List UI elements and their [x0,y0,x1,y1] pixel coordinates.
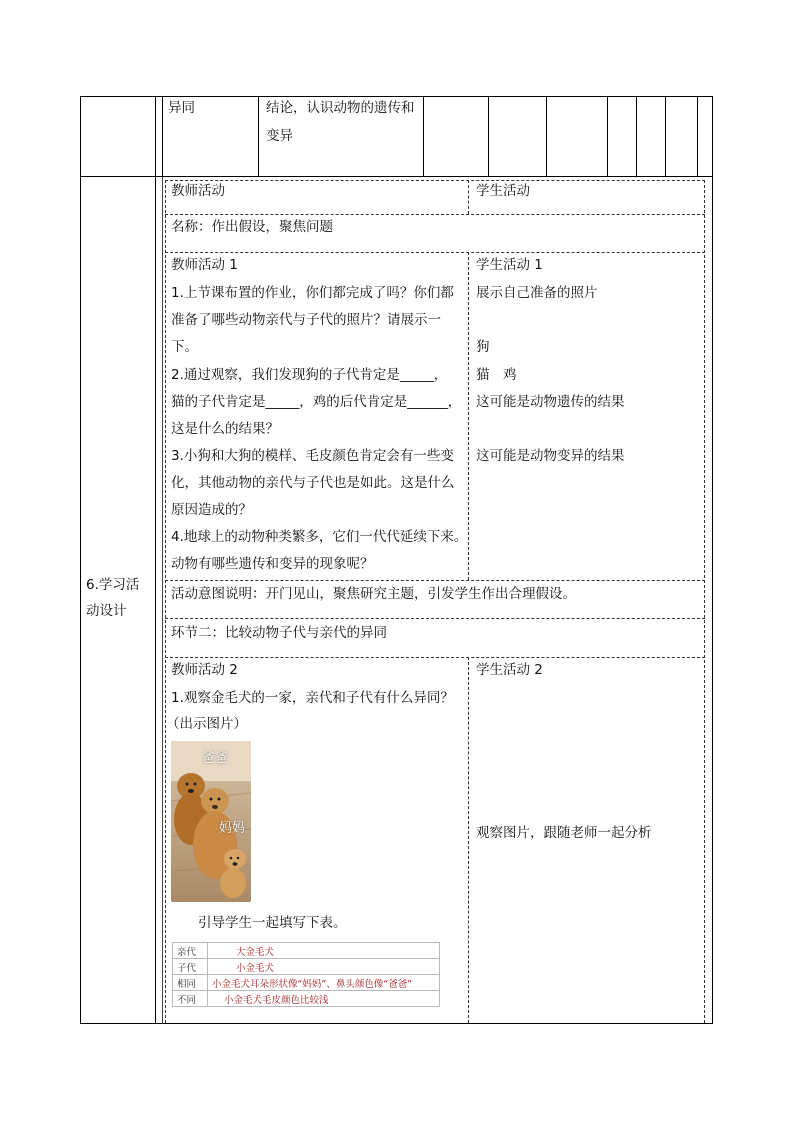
row-divider-1 [165,214,705,215]
row-divider-5 [165,657,705,658]
teacher-line: 原因造成的？ [171,502,252,518]
inner-mid-divider-2 [468,252,469,580]
name-row: 名称：作出假设，聚焦问题 [171,219,333,235]
top-row-col-6 [636,96,637,177]
teacher-line: 4.地球上的动物种类繁多，它们一代代延续下来。 [171,529,468,545]
activity1-teacher-title: 教师活动 1 [171,257,238,273]
teacher-line: 下。 [171,339,198,355]
inner-mid-divider-3 [468,657,469,1023]
bottom-border [80,1023,713,1024]
table-value: 小金毛犬 [208,959,440,975]
header-student: 学生活动 [476,183,530,199]
top-row-col-2 [423,96,424,177]
activity2-teacher-title: 教师活动 2 [171,662,238,678]
outer-right-border [712,96,713,1024]
row-divider-3 [165,580,705,581]
top-row-col-7 [665,96,666,177]
table-key: 亲代 [173,943,208,959]
table-row [173,991,440,1007]
activity1-student-line: 这可能是动物遗传的结果 [476,394,625,410]
table-row [173,943,440,959]
inner-mid-divider-1 [468,180,469,214]
teacher-line: 1.上节课布置的作业，你们都完成了吗？你们都 [171,285,454,301]
label-col-divider-c [162,177,163,1024]
label-col-divider-a [155,96,156,1024]
activity2-guide-text: 引导学生一起填写下表。 [198,915,347,931]
photo-label-dad: 爸爸 [202,751,229,766]
activity1-student-line: 展示自己准备的照片 [476,285,598,301]
table-value: 大金毛犬 [208,943,440,959]
inner-right-border [704,180,705,1023]
table-key: 相同 [173,975,208,991]
top-row-bottom-border [80,176,713,177]
table-key: 子代 [173,959,208,975]
header-teacher: 教师活动 [171,183,225,199]
section-label-line1: 6.学习活 [86,577,140,593]
label-col-divider-b [162,96,163,177]
inner-top [165,180,705,181]
top-row-cell-similarity: 异同 [168,100,195,116]
teacher-line: 猫的子代肯定是_____，鸡的后代肯定是______， [171,394,462,410]
table-key: 不同 [173,991,208,1007]
row-divider-4 [165,618,705,619]
activity2-student-title: 学生活动 2 [476,662,543,678]
teacher-line: 动物有哪些遗传和变异的现象呢？ [171,556,374,572]
activity1-student-title: 学生活动 1 [476,257,543,273]
table-value: 小金毛犬耳朵形状像“妈妈”、鼻头颜色像“爸爸” [208,975,440,991]
activity2-student-text: 观察图片，跟随老师一起分析 [476,825,652,841]
comparison-table [172,942,440,1007]
top-row-cell-conclusion-1: 结论，认识动物的遗传和 [266,100,415,116]
activity2-teacher-line1: 1.观察金毛犬的一家，亲代和子代有什么异同？ [171,690,454,706]
golden-retriever-photo [171,741,251,902]
row-divider-2 [165,252,705,253]
table-value: 小金毛犬毛皮颜色比较浅 [208,991,440,1007]
top-row-col-4 [546,96,547,177]
activity2-teacher-line2: （出示图片） [166,716,247,732]
inner-left-border [165,180,166,1023]
intent-row: 活动意图说明：开门见山，聚焦研究主题，引发学生作出合理假设。 [171,586,576,602]
teacher-line: 化，其他动物的亲代与子代也是如此。这是什么 [171,475,455,491]
table-row [173,959,440,975]
activity1-student-line: 狗 [476,339,490,355]
teacher-line: 这是什么的结果？ [171,421,279,437]
section-label-line2: 动设计 [86,603,127,619]
photo-label-mom: 妈妈 [219,821,246,836]
top-border [80,96,713,97]
top-row-col-3 [488,96,489,177]
outer-left-border [80,96,81,1024]
top-row-col-8 [697,96,698,177]
top-row-col-1 [258,96,259,177]
teacher-line: 2.通过观察，我们发现狗的子代肯定是_____， [171,367,448,383]
activity1-student-line: 这可能是动物变异的结果 [476,448,625,464]
table-row [173,975,440,991]
top-row-cell-conclusion-2: 变异 [266,128,293,144]
teacher-line: 准备了哪些动物亲代与子代的照片？请展示一 [171,312,441,328]
top-row-col-5 [607,96,608,177]
teacher-line: 3.小狗和大狗的模样、毛皮颜色肯定会有一些变 [171,448,454,464]
segment2-row: 环节二：比较动物子代与亲代的异同 [171,625,387,641]
activity1-student-line: 猫 鸡 [476,367,517,383]
